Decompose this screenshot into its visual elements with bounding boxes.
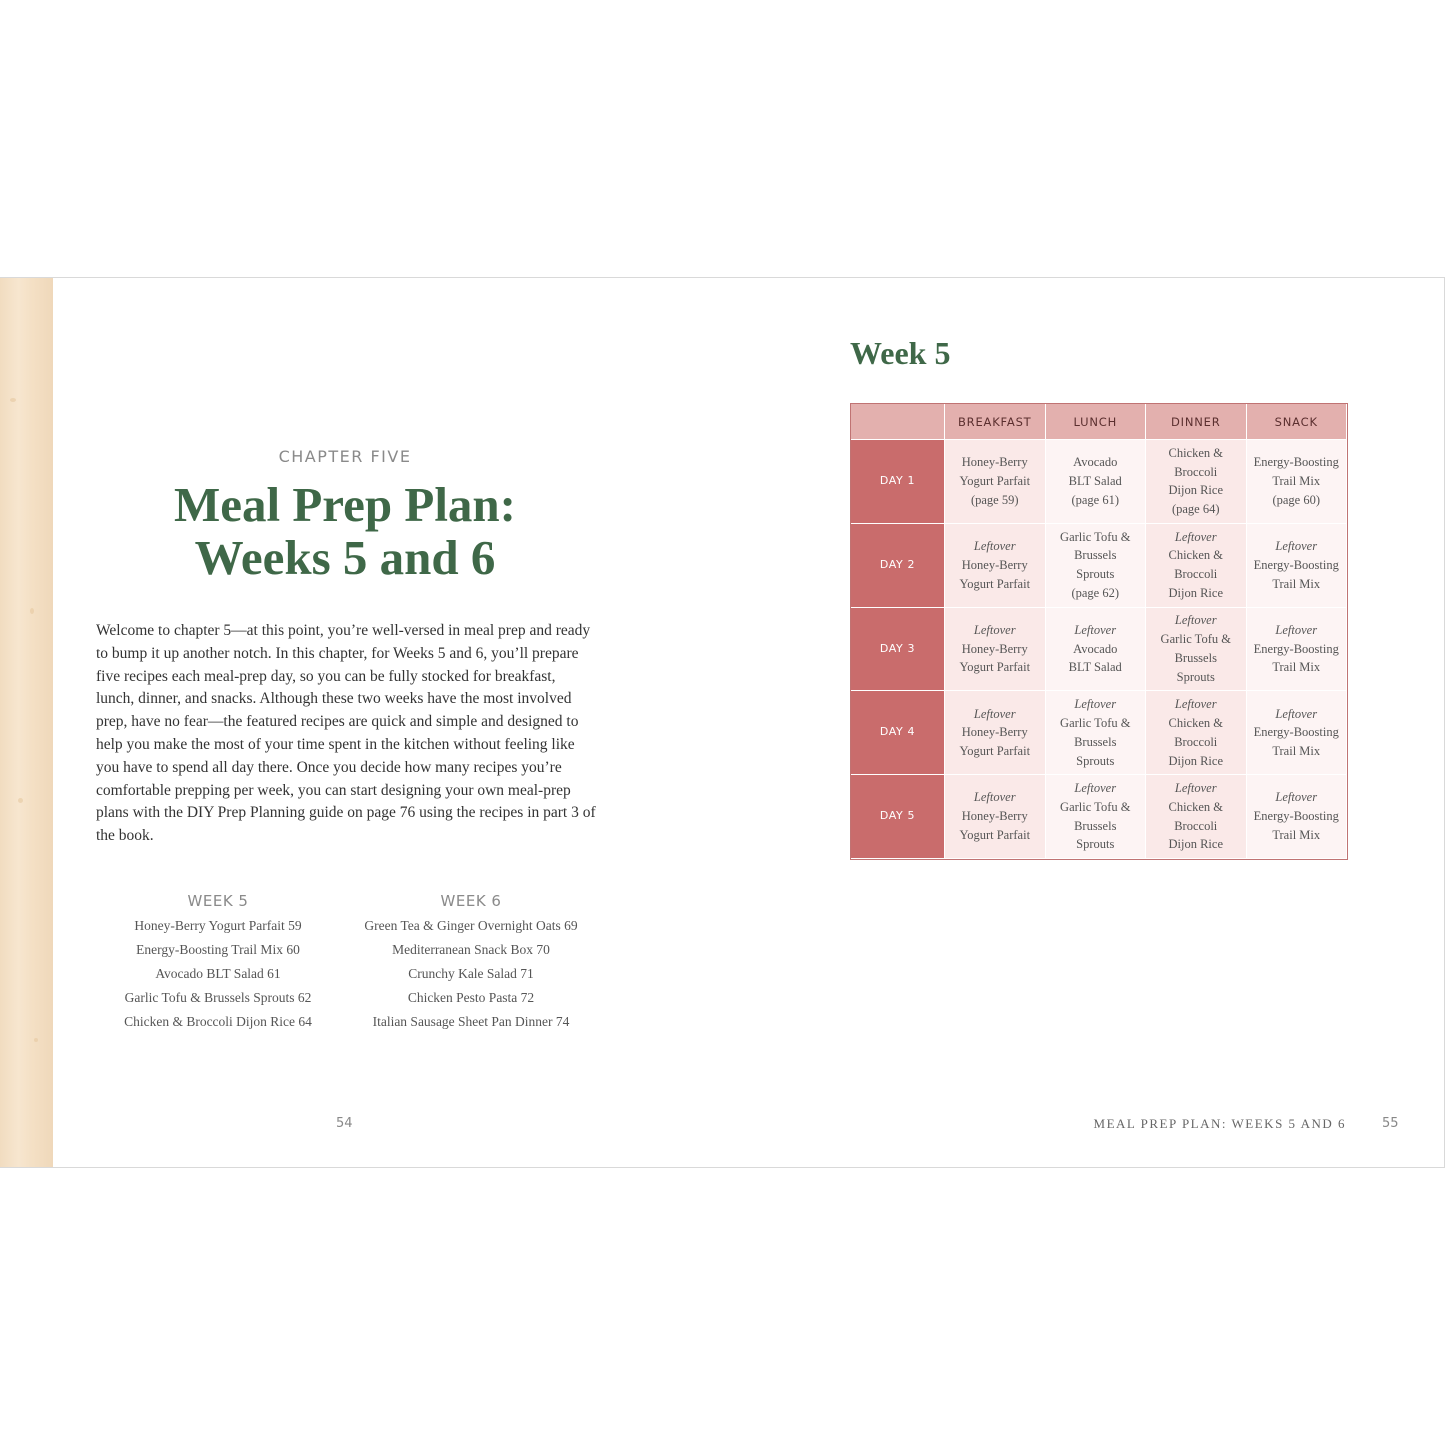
meal-text-line: Energy-Boosting bbox=[1253, 557, 1339, 572]
meal-text-line: Brussels bbox=[1074, 818, 1117, 833]
meal-cell bbox=[1146, 607, 1247, 691]
day-label: DAY 4 bbox=[851, 691, 945, 775]
column-header: LUNCH bbox=[1045, 404, 1146, 440]
chapter-label: CHAPTER FIVE bbox=[278, 447, 412, 466]
meal-text-line: Garlic Tofu & bbox=[1060, 529, 1131, 544]
meal-text-line: Honey-Berry bbox=[961, 455, 1028, 470]
week5-recipe-list bbox=[98, 892, 338, 1038]
leftover-label: Leftover bbox=[1074, 622, 1117, 637]
table-row bbox=[851, 523, 1347, 607]
meal-cell bbox=[1045, 440, 1146, 524]
meal-text-line: Dijon Rice bbox=[1168, 753, 1223, 768]
meal-text-line: Garlic Tofu & bbox=[1060, 715, 1131, 730]
list-item: Chicken Pesto Pasta 72 bbox=[407, 990, 535, 1005]
day-label: DAY 2 bbox=[851, 523, 945, 607]
meal-text-line: (page 62) bbox=[1071, 585, 1120, 600]
table-row bbox=[851, 440, 1347, 524]
meal-text-line: Energy-Boosting bbox=[1253, 455, 1339, 470]
meal-text-line: Broccoli bbox=[1174, 464, 1218, 479]
chapter-title-line1: Meal Prep Plan: bbox=[173, 477, 517, 532]
day-label: DAY 5 bbox=[851, 775, 945, 859]
meal-cell bbox=[1045, 775, 1146, 859]
meal-text-line: Brussels bbox=[1074, 734, 1117, 749]
meal-text-line: Honey-Berry bbox=[961, 809, 1028, 824]
meal-cell bbox=[945, 440, 1046, 524]
meal-text-line: Dijon Rice bbox=[1168, 483, 1223, 498]
running-head: MEAL PREP PLAN: WEEKS 5 AND 6 bbox=[1093, 1116, 1346, 1131]
meal-cell bbox=[1045, 607, 1146, 691]
week5-heading: WEEK 5 bbox=[187, 892, 249, 910]
meal-text-line: (page 59) bbox=[970, 492, 1019, 507]
day-label: DAY 3 bbox=[851, 607, 945, 691]
meal-text-line: Broccoli bbox=[1174, 734, 1218, 749]
meal-cell bbox=[1146, 691, 1247, 775]
meal-text-line: Yogurt Parfait bbox=[959, 744, 1031, 759]
meal-text-line: Sprouts bbox=[1076, 837, 1115, 852]
book-spread bbox=[0, 277, 1445, 1168]
meal-cell bbox=[1146, 523, 1247, 607]
intro-paragraph: Welcome to chapter 5—at this point, you’re well-versed in meal prep and ready to bump it up another notch. In this chapter, for Weeks 5 and 6, you’ll prepare five recipes each meal-prep day, so you can be fully stocked for breakfast, lunch, dinner, and snacks. Although these two weeks have the most involved prep, have no fear—the featured recipes are quick and simple and designed to help you make the most of your time spent in the kitchen without feeling like you have to spend all day there. Once you decide how many recipes you’re comfortable prepping per week, you can start designing your own meal-prep plans with the DIY Prep Planning guide on page 76 using the recipes in part 3 of the book. bbox=[96, 622, 596, 845]
table-header-row bbox=[851, 404, 1347, 440]
meal-cell bbox=[1045, 691, 1146, 775]
leftover-label: Leftover bbox=[1174, 781, 1217, 795]
meal-cell bbox=[945, 691, 1046, 775]
leftover-label: Leftover bbox=[1275, 622, 1318, 637]
meal-cell bbox=[1246, 523, 1347, 607]
meal-text-line: Yogurt Parfait bbox=[959, 474, 1031, 488]
leftover-label: Leftover bbox=[1174, 697, 1217, 712]
table-row bbox=[851, 691, 1347, 775]
meal-text-line: Honey-Berry bbox=[961, 641, 1028, 656]
meal-cell bbox=[945, 523, 1046, 607]
meal-text-line: Garlic Tofu & bbox=[1160, 632, 1231, 647]
table-row bbox=[851, 607, 1347, 691]
meal-text-line: Sprouts bbox=[1076, 567, 1115, 582]
leftover-label: Leftover bbox=[973, 622, 1016, 637]
meal-text-line: Trail Mix bbox=[1272, 474, 1321, 488]
meal-text-line: Sprouts bbox=[1176, 669, 1215, 684]
meal-text-line: BLT Salad bbox=[1068, 474, 1122, 488]
meal-cell bbox=[1045, 523, 1146, 607]
meal-text-line: Trail Mix bbox=[1272, 576, 1321, 591]
meal-text-line: (page 60) bbox=[1272, 492, 1321, 507]
table-row bbox=[851, 775, 1347, 859]
leftover-label: Leftover bbox=[1074, 697, 1117, 712]
meal-cell bbox=[945, 607, 1046, 691]
left-page-number: 54 bbox=[336, 1116, 353, 1131]
leftover-label: Leftover bbox=[973, 539, 1016, 553]
chapter-title bbox=[120, 478, 570, 584]
meal-text-line: Brussels bbox=[1074, 548, 1117, 563]
right-page-number: 55 bbox=[1382, 1116, 1399, 1131]
table-corner-cell bbox=[851, 404, 945, 440]
meal-cell bbox=[945, 775, 1046, 859]
leftover-label: Leftover bbox=[1275, 539, 1318, 553]
meal-text-line: Energy-Boosting bbox=[1253, 809, 1339, 824]
meal-text-line: Dijon Rice bbox=[1168, 585, 1223, 600]
list-item: Green Tea & Ginger Overnight Oats 69 bbox=[364, 918, 578, 933]
meal-cell bbox=[1146, 775, 1247, 859]
list-item: Chicken & Broccoli Dijon Rice 64 bbox=[124, 1014, 312, 1029]
meal-text-line: Chicken & bbox=[1168, 548, 1223, 563]
meal-text-line: Chicken & bbox=[1168, 445, 1223, 460]
meal-text-line: Honey-Berry bbox=[961, 557, 1028, 572]
meal-text-line: (page 61) bbox=[1071, 492, 1120, 507]
meal-text-line: Energy-Boosting bbox=[1253, 641, 1339, 656]
day-label: DAY 1 bbox=[851, 440, 945, 524]
list-item: Italian Sausage Sheet Pan Dinner 74 bbox=[372, 1014, 570, 1029]
meal-cell bbox=[1246, 607, 1347, 691]
column-header: DINNER bbox=[1146, 404, 1247, 440]
meal-text-line: Broccoli bbox=[1174, 818, 1218, 833]
week-title: Week 5 bbox=[850, 335, 951, 371]
leftover-label: Leftover bbox=[973, 790, 1016, 805]
meal-text-line: Trail Mix bbox=[1272, 660, 1321, 675]
meal-cell bbox=[1246, 440, 1347, 524]
meal-text-line: Chicken & bbox=[1168, 799, 1223, 814]
chapter-title-line2: Weeks 5 and 6 bbox=[194, 530, 496, 585]
meal-text-line: Dijon Rice bbox=[1168, 837, 1223, 852]
meal-text-line: Yogurt Parfait bbox=[959, 660, 1031, 675]
paper-edge-texture bbox=[0, 278, 53, 1167]
leftover-label: Leftover bbox=[1275, 706, 1318, 721]
meal-cell bbox=[1246, 691, 1347, 775]
meal-text-line: Yogurt Parfait bbox=[959, 576, 1031, 591]
meal-text-line: Trail Mix bbox=[1272, 827, 1321, 842]
meal-text-line: Sprouts bbox=[1076, 753, 1115, 768]
meal-text-line: Avocado bbox=[1073, 455, 1118, 470]
column-header: BREAKFAST bbox=[945, 404, 1046, 440]
column-header: SNACK bbox=[1246, 404, 1347, 440]
meal-text-line: Trail Mix bbox=[1272, 744, 1321, 759]
meal-text-line: (page 64) bbox=[1171, 502, 1220, 517]
meal-cell bbox=[1246, 775, 1347, 859]
leftover-label: Leftover bbox=[1275, 790, 1318, 805]
meal-text-line: Avocado bbox=[1073, 641, 1118, 656]
list-item: Mediterranean Snack Box 70 bbox=[392, 942, 550, 957]
meal-cell bbox=[1146, 440, 1247, 524]
meal-text-line: Garlic Tofu & bbox=[1060, 799, 1131, 814]
meal-text-line: BLT Salad bbox=[1068, 660, 1122, 675]
list-item: Energy-Boosting Trail Mix 60 bbox=[136, 942, 300, 957]
meal-text-line: Brussels bbox=[1174, 650, 1217, 665]
meal-text-line: Yogurt Parfait bbox=[959, 827, 1031, 842]
list-item: Avocado BLT Salad 61 bbox=[155, 966, 281, 981]
list-item: Honey-Berry Yogurt Parfait 59 bbox=[134, 918, 302, 933]
meal-text-line: Honey-Berry bbox=[961, 725, 1028, 740]
meal-text-line: Broccoli bbox=[1174, 567, 1218, 582]
meal-plan-table bbox=[850, 403, 1348, 860]
leftover-label: Leftover bbox=[1174, 529, 1217, 544]
list-item: Garlic Tofu & Brussels Sprouts 62 bbox=[124, 990, 312, 1005]
leftover-label: Leftover bbox=[1174, 613, 1217, 628]
leftover-label: Leftover bbox=[1074, 781, 1117, 795]
meal-text-line: Chicken & bbox=[1168, 715, 1223, 730]
meal-text-line: Energy-Boosting bbox=[1253, 725, 1339, 740]
list-item: Crunchy Kale Salad 71 bbox=[408, 966, 534, 981]
week6-recipe-list bbox=[360, 892, 582, 1038]
week6-heading: WEEK 6 bbox=[440, 892, 502, 910]
leftover-label: Leftover bbox=[973, 706, 1016, 721]
